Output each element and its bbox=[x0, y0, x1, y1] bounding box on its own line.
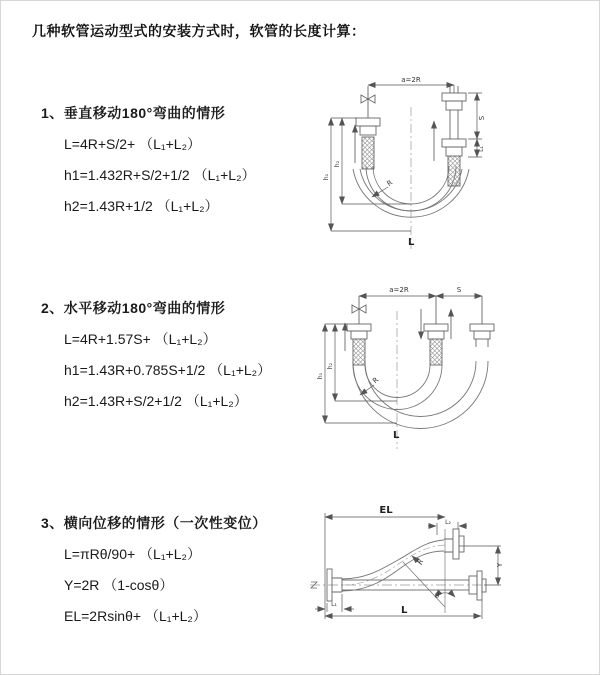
right-pipe-assembly bbox=[470, 296, 494, 347]
dimension-lines bbox=[325, 296, 482, 423]
section-lateral-displacement bbox=[41, 513, 331, 632]
formula-line: h1=1.43R+0.785S+1/2 （L₁+L₂） bbox=[64, 362, 272, 378]
section-1-heading: 1、垂直移动180°弯曲的情形 bbox=[41, 105, 226, 121]
left-pipe-assembly bbox=[356, 86, 380, 169]
hose-s-curve bbox=[342, 540, 445, 591]
formula-line: L=4R+1.57S+ （L₁+L₂） bbox=[64, 331, 217, 347]
construction-lines bbox=[403, 529, 455, 613]
formula-line: h2=1.43R+1/2 （L₁+L₂） bbox=[64, 198, 219, 214]
braided-hose-section bbox=[362, 137, 374, 169]
formula-line: h2=1.43R+S/2+1/2 （L₁+L₂） bbox=[64, 393, 248, 409]
braided-hose-section bbox=[353, 339, 365, 365]
dim-label-h1: h₁ bbox=[317, 372, 324, 380]
diagram-horizontal-bend bbox=[311, 281, 591, 461]
radius-label: R bbox=[371, 375, 381, 386]
right-flange bbox=[469, 571, 486, 600]
diagram-vertical-bend bbox=[311, 71, 591, 261]
angle-label: θ bbox=[434, 592, 440, 600]
radius-label: R bbox=[415, 557, 426, 567]
braided-hose-section bbox=[448, 156, 460, 186]
left-pipe-assembly bbox=[347, 296, 371, 365]
middle-pipe-assembly bbox=[424, 296, 448, 365]
dim-label-l1: L₁ bbox=[478, 146, 485, 152]
formula-line: L=4R+S/2+ （L₁+L₂） bbox=[64, 136, 202, 152]
dim-label-a2r: a=2R bbox=[389, 286, 409, 294]
section-2-heading: 2、水平移动180°弯曲的情形 bbox=[41, 300, 226, 316]
right-pipe-assembly bbox=[442, 86, 466, 186]
dim-label-y: Y bbox=[496, 562, 504, 568]
dim-label-l2: L₂ bbox=[445, 519, 451, 526]
dim-label-h2: h₂ bbox=[327, 362, 334, 370]
dim-label-el: EL bbox=[379, 505, 393, 516]
formula-line: L=πRθ/90+ （L₁+L₂） bbox=[64, 546, 201, 562]
dim-label-a2r: a=2R bbox=[401, 76, 421, 84]
upper-flange bbox=[444, 529, 464, 559]
dim-label-h2: h₂ bbox=[334, 160, 341, 168]
section-3-heading: 3、横向位移的情形（一次性变位） bbox=[41, 515, 267, 531]
section-horizontal-bend bbox=[41, 298, 331, 417]
radius-label: R bbox=[385, 178, 395, 189]
length-label: L bbox=[393, 430, 400, 441]
section-vertical-bend bbox=[41, 103, 331, 222]
formula-line: EL=2Rsinθ+ （L₁+L₂） bbox=[64, 608, 207, 624]
diagram-lateral-displacement bbox=[298, 499, 598, 649]
formula-line: Y=2R （1-cosθ） bbox=[64, 577, 174, 593]
page-title: 几种软管运动型式的安装方式时，软管的长度计算： bbox=[32, 23, 366, 39]
dim-label-h1: h₁ bbox=[323, 173, 330, 181]
dim-label-s: S bbox=[478, 115, 486, 121]
braided-hose-section bbox=[430, 339, 442, 365]
length-label: L bbox=[408, 237, 415, 248]
formula-line: h1=1.432R+S/2+1/2 （L₁+L₂） bbox=[64, 167, 256, 183]
dim-label-l1: L₁ bbox=[331, 601, 337, 608]
dim-label-s: S bbox=[456, 286, 462, 294]
hose-curves bbox=[353, 361, 488, 429]
dimension-lines bbox=[315, 513, 501, 619]
length-label: L bbox=[401, 605, 408, 616]
